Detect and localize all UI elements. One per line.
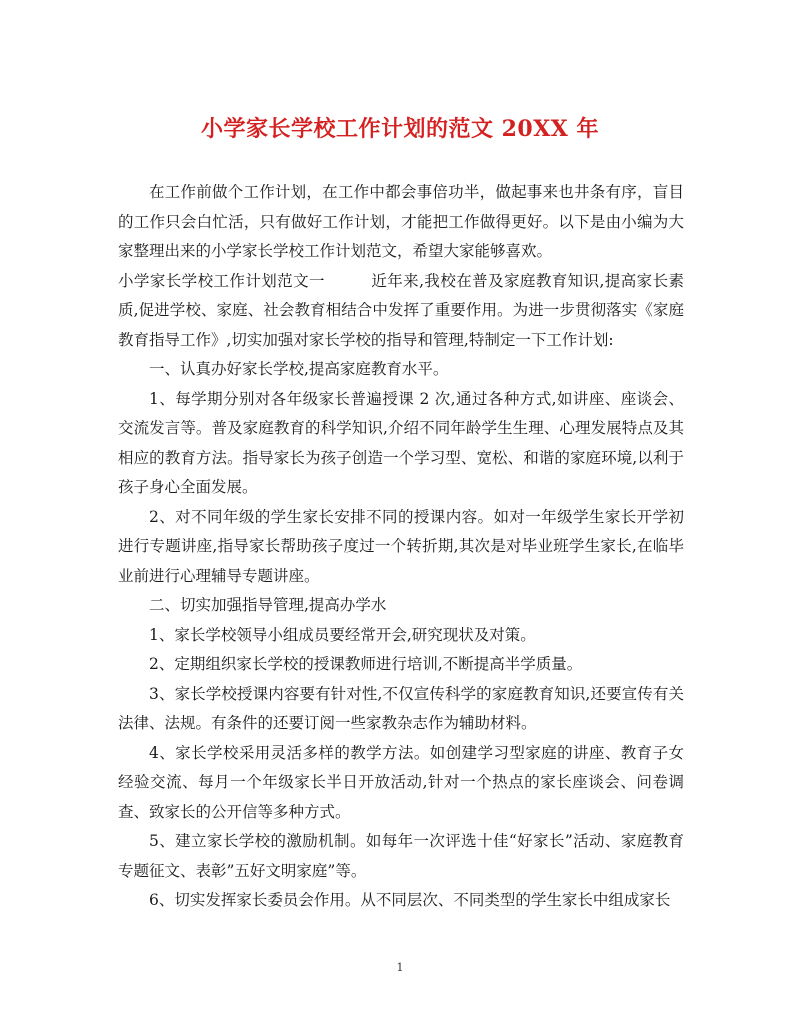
document-body [118, 178, 684, 916]
heading-one: 一、认真办好家长学校,提高家庭教育水平。 [149, 360, 449, 378]
page-number: 1 [396, 961, 404, 974]
item-paragraph: 5、建立家长学校的激励机制。如每年一次评选十佳“好家长”活动、家庭教育专题征文、表彰”五好文明家庭”等。 [118, 832, 684, 880]
item-paragraph: 1、家长学校领导小组成员要经常开会,研究现状及对策。 [149, 625, 536, 644]
intro-paragraph: 在工作前做个工作计划，在工作中都会事倍功半，做起事来也井条有序，盲目的工作只会白忙活，只有做好工作计划，才能把工作做得更好。以下是由小编为大家整理出来的小学家长学校工作计划范文，希望大家能够喜欢。 [118, 183, 684, 260]
heading-two: 二、切实加强指导管理,提高办学水 [149, 596, 387, 614]
item-paragraph: 2、对不同年级的学生家长安排不同的授课内容。如对一年级学生家长开学初进行专题讲座,指导家长帮助孩子度过一个转折期,其次是对毕业班学生家长,在临毕业前进行心理辅导专题讲座。 [118, 507, 684, 585]
item-paragraph: 3、家长学校授课内容要有针对性,不仅宣传科学的家庭教育知识,还要宣传有关法律、法规。有条件的还要订阅一些家教杂志作为辅助材料。 [118, 684, 684, 732]
section-paragraph [118, 267, 684, 356]
section-label: 小学家长学校工作计划范文一 [118, 271, 325, 290]
document-title: 小学家长学校工作计划的范文 20XX 年 [200, 116, 600, 142]
item-paragraph: 4、家长学校采用灵活多样的教学方法。如创建学习型家庭的讲座、教育子女经验交流、每月一个年级家长半日开放活动,针对一个热点的家长座谈会、问卷调查、致家长的公开信等多种方式。 [118, 743, 684, 821]
item-paragraph: 6、切实发挥家长委员会作用。从不同层次、不同类型的学生家长中组成家长 [149, 891, 671, 909]
item-paragraph: 1、每学期分别对各年级家长普遍授课 2 次,通过各种方式,如讲座、座谈会、交流发言等。普及家庭教育的科学知识,介绍不同年龄学生生理、心理发展特点及其相应的教育方法。指导家长为孩子创造一个学习型、宽松、和谐的家庭环境,以利于孩子身心全面发展。 [118, 389, 684, 496]
item-paragraph: 2、定期组织家长学校的授课教师进行培训,不断提高半学质量。 [149, 655, 583, 673]
section-text: 近年来,我校在普及家庭教育知识,提高家长素质,促进学校、家庭、社会教育相结合中发挥了重要作用。为进一步贯彻落实《家庭教育指导工作》,切实加强对家长学校的指导和管理,特制定一下工作计划: [118, 271, 684, 349]
